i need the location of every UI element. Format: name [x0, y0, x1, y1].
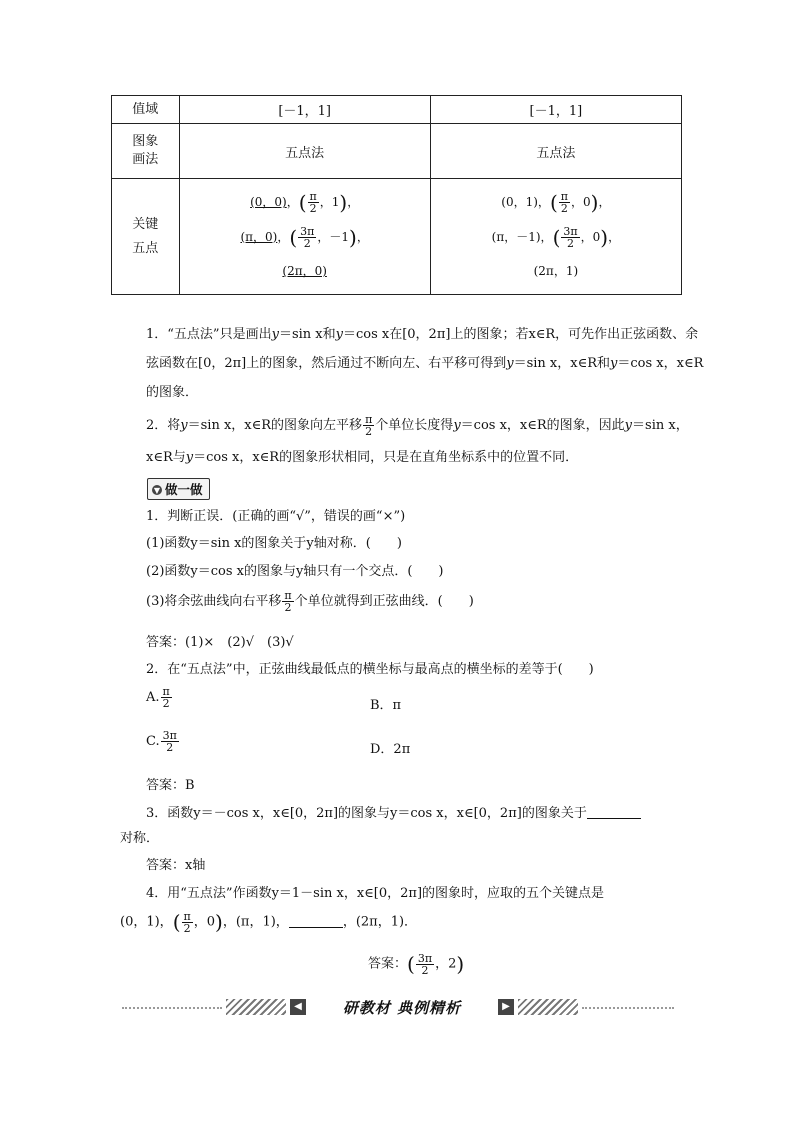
table-row	[112, 179, 682, 295]
question-1-item-1: (1)函数y＝sin x的图象关于y轴对称．( )	[146, 536, 402, 551]
option-c: C. $\frac{3\pi}{2}$	[146, 729, 177, 754]
divider	[226, 999, 286, 1015]
answer-blank	[587, 804, 641, 819]
practice-tag: ▼ 做一做	[147, 478, 210, 500]
sin-range: [－1，1]	[179, 96, 430, 124]
note-1: 1．“五点法”只是画出y＝sin x和y＝cos x在[0，2π]上的图象；若x∈R，可先作出正弦函数、余弦函数在[0，2π]上的图象，然后通过不断向左、右平移可得到y＝sin x，x∈R和y＝cos x，x∈R的图象．	[146, 327, 704, 400]
note-2: 2．将y＝sin x，x∈R的图象向左平移 $\frac{\pi}{2}$ 个单位长度得y＝cos x，x∈R的图象，因此y＝sin x，x∈R与y＝cos x，x∈R的图象形状相同，只是在直角坐标系中的位置不同．	[146, 413, 689, 465]
answer-1: 答案：(1)× (2)√ (3)√	[146, 635, 294, 650]
chevron-down-icon: ▼	[153, 485, 161, 495]
divider	[122, 1007, 222, 1009]
sin-key-points: (0，0)，( $\frac{\pi}{2}$ ，1)， (π，0)，( $\frac{3\pi}{2}$ ，－1)， (2π，0)	[179, 179, 430, 295]
question-1-item-3: (3)将余弦曲线向右平移 $\frac{\pi}{2}$ 个单位就得到正弦曲线．( )	[146, 589, 474, 614]
row-label: 图象 画法	[112, 124, 180, 179]
cos-range: [－1，1]	[430, 96, 681, 124]
question-4-cont: (0，1)，( $\frac{\pi}{2}$ ，0)，(π，1)， ，(2π，1)．	[120, 909, 418, 935]
arrow-right-icon: ▶	[498, 999, 514, 1015]
cos-key-points: (0，1)，( $\frac{\pi}{2}$ ，0)， (π，－1)，( $\frac{3\pi}{2}$ ，0)， (2π，1)	[430, 179, 681, 295]
table-row	[112, 96, 682, 124]
answer-blank	[289, 913, 343, 928]
cos-method: 五点法	[430, 124, 681, 179]
question-2: 2．在“五点法”中，正弦曲线最低点的横坐标与最高点的横坐标的差等于( )	[146, 662, 594, 677]
option-d: D．2π	[370, 742, 411, 757]
table-row	[112, 124, 682, 179]
divider	[582, 1007, 674, 1009]
question-3: 3．函数y＝－cos x，x∈[0，2π]的图象与y＝cos x，x∈[0，2π]的图象关于	[146, 802, 641, 821]
row-label: 值域	[112, 96, 180, 124]
properties-table	[111, 95, 682, 295]
section-title: 研教材 典例精析	[342, 999, 462, 1017]
answer-2: 答案：B	[146, 778, 195, 793]
answer-4: 答案：( $\frac{3\pi}{2}$ ，2)	[368, 951, 465, 977]
option-a: A. $\frac{\pi}{2}$	[146, 685, 170, 710]
divider	[518, 999, 578, 1015]
question-3-cont: 对称．	[120, 831, 160, 846]
question-4: 4．用“五点法”作函数y＝1－sin x，x∈[0，2π]的图象时，应取的五个关键点是	[146, 886, 605, 901]
answer-3: 答案：x轴	[146, 858, 206, 873]
row-label: 关键 五点	[112, 179, 180, 295]
question-1-item-2: (2)函数y＝cos x的图象与y轴只有一个交点．( )	[146, 564, 444, 579]
sin-method: 五点法	[179, 124, 430, 179]
option-b: B．π	[370, 698, 402, 713]
arrow-left-icon: ◀	[290, 999, 306, 1015]
question-1: 1．判断正误．(正确的画“√”，错误的画“×”)	[146, 509, 406, 524]
section-banner	[122, 996, 674, 1020]
